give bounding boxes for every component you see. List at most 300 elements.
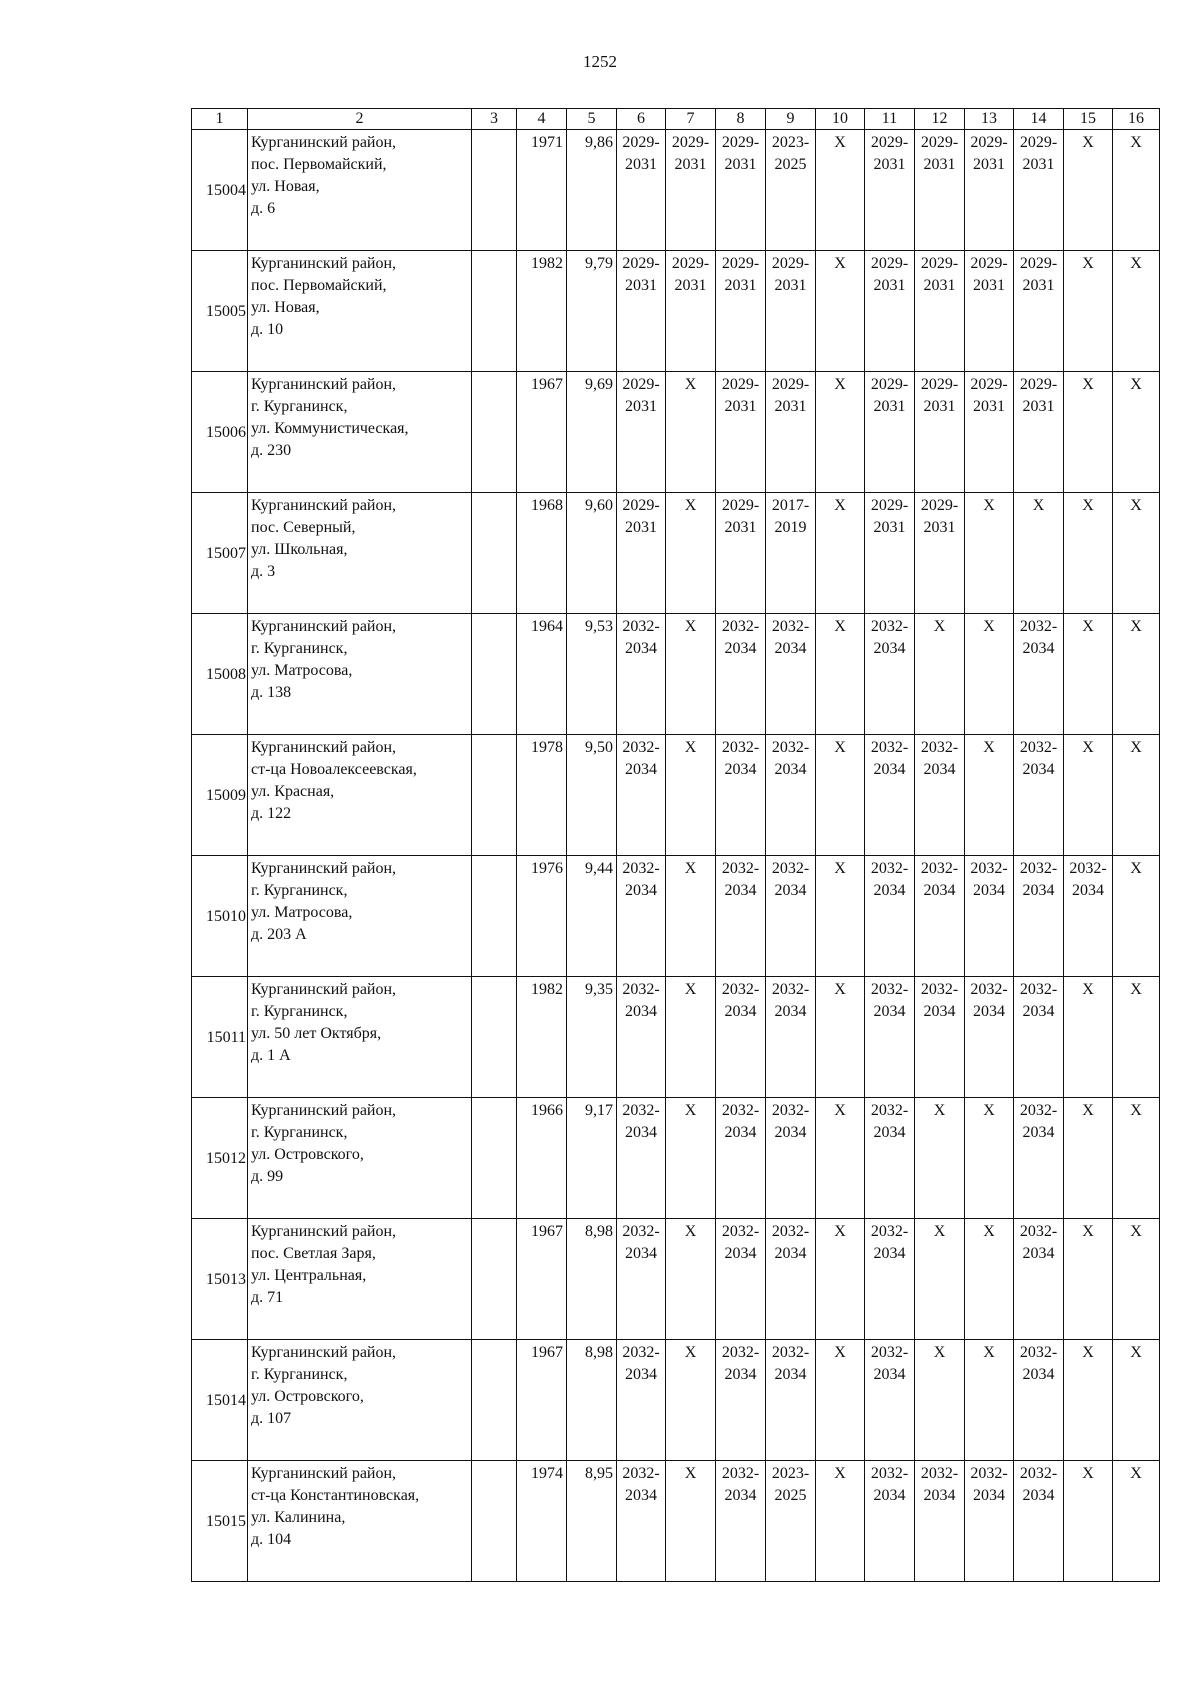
period-line: 2034: [923, 761, 956, 778]
address-cell: [248, 735, 472, 856]
period-line: 2029-: [970, 134, 1008, 151]
not-applicable-mark: Х: [1082, 497, 1094, 514]
period-cell: [1113, 735, 1160, 856]
not-applicable-mark: Х: [834, 376, 846, 393]
not-applicable-mark: Х: [1082, 739, 1094, 756]
period-line: 2032-: [721, 618, 760, 635]
address-line: г. Курганинск,: [251, 1366, 348, 1383]
period-cell: [666, 251, 716, 372]
period-line: 2034: [1022, 1366, 1055, 1383]
address-cell: [248, 1461, 472, 1582]
table-row: [192, 614, 1160, 735]
period-line: 2034: [724, 1245, 757, 1262]
period-line: 2032-: [920, 981, 959, 998]
period-line: 2029-: [721, 134, 760, 151]
not-applicable-mark: Х: [933, 1344, 946, 1361]
period-cell: [716, 1461, 766, 1582]
not-applicable-mark: Х: [834, 1223, 846, 1240]
not-applicable-mark: Х: [983, 1102, 995, 1119]
period-cell: [965, 977, 1014, 1098]
period-line: 2032-: [771, 618, 810, 635]
period-cell: [816, 735, 865, 856]
period-line: 2034: [873, 761, 906, 778]
value-cell: 8,98: [567, 1219, 617, 1340]
column-number-header: 7: [666, 109, 716, 130]
table-row: [192, 251, 1160, 372]
housing-repair-table: [191, 108, 1160, 1582]
address-line: Курганинский район,: [251, 739, 397, 756]
period-cell: [1113, 1461, 1160, 1582]
period-line: 2031: [625, 156, 657, 173]
period-cell: [1014, 1340, 1064, 1461]
not-applicable-mark: Х: [1130, 1465, 1142, 1482]
period-cell: [666, 856, 716, 977]
not-applicable-mark: Х: [1130, 860, 1142, 877]
period-cell: [965, 372, 1014, 493]
period-line: 2032-: [1069, 860, 1107, 877]
period-line: 2032-: [1019, 739, 1058, 756]
period-cell: [965, 1219, 1014, 1340]
period-line: 2029-: [671, 134, 710, 151]
address-line: ст-ца Константиновская,: [251, 1487, 420, 1504]
table-row: [192, 130, 1160, 251]
not-applicable-mark: Х: [1082, 1223, 1094, 1240]
year-cell: 1982: [517, 251, 567, 372]
period-line: 2034: [774, 1245, 807, 1262]
column-number-header: 1: [192, 109, 248, 130]
page-number: 1252: [583, 52, 617, 71]
period-line: 2032-: [622, 981, 660, 998]
column-number-header: 8: [716, 109, 766, 130]
column-3-cell: [472, 735, 517, 856]
year-cell: 1967: [517, 1219, 567, 1340]
not-applicable-mark: Х: [933, 1102, 946, 1119]
column-number-header: 13: [965, 109, 1014, 130]
period-line: 2031: [774, 398, 807, 415]
period-cell: [1064, 856, 1113, 977]
period-cell: [617, 1219, 666, 1340]
period-line: 2029-: [970, 376, 1008, 393]
not-applicable-mark: Х: [1130, 1102, 1142, 1119]
period-cell: [766, 735, 816, 856]
period-line: 2029-: [1019, 376, 1058, 393]
address-line: ул. Красная,: [251, 783, 335, 800]
table-row: [192, 1461, 1160, 1582]
address-cell: [248, 856, 472, 977]
period-line: 2032-: [771, 1102, 810, 1119]
period-line: 2031: [923, 277, 956, 294]
address-line: г. Курганинск,: [251, 640, 348, 657]
period-cell: [816, 251, 865, 372]
period-line: 2034: [774, 882, 807, 899]
period-line: 2034: [923, 1487, 956, 1504]
period-cell: [1014, 372, 1064, 493]
period-line: 2032-: [622, 860, 660, 877]
column-3-cell: [472, 372, 517, 493]
period-line: 2034: [873, 1245, 906, 1262]
not-applicable-mark: Х: [1130, 497, 1142, 514]
period-cell: [666, 1219, 716, 1340]
value-cell: 8,95: [567, 1461, 617, 1582]
period-cell: [865, 614, 915, 735]
not-applicable-mark: Х: [684, 1102, 697, 1119]
period-line: 2034: [724, 1124, 757, 1141]
row-number-cell: 15009: [192, 735, 248, 856]
column-number-header: 15: [1064, 109, 1113, 130]
period-cell: [1014, 251, 1064, 372]
period-cell: [1113, 493, 1160, 614]
period-line: 2032-: [1019, 1465, 1058, 1482]
period-cell: [1014, 1461, 1064, 1582]
column-number-header: 4: [517, 109, 567, 130]
period-cell: [666, 1461, 716, 1582]
period-line: 2029-: [920, 255, 959, 272]
address-line: д. 203 А: [251, 926, 307, 943]
address-line: ул. Калинина,: [251, 1509, 346, 1526]
address-line: д. 138: [251, 684, 292, 701]
column-number-header: 11: [865, 109, 915, 130]
not-applicable-mark: Х: [1130, 1223, 1142, 1240]
column-3-cell: [472, 614, 517, 735]
period-cell: [766, 251, 816, 372]
address-cell: [248, 372, 472, 493]
period-line: 2034: [1022, 1124, 1055, 1141]
period-cell: [766, 1219, 816, 1340]
not-applicable-mark: Х: [684, 739, 697, 756]
column-number-header: 12: [915, 109, 965, 130]
period-line: 2019: [774, 519, 807, 536]
value-cell: 9,60: [567, 493, 617, 614]
not-applicable-mark: Х: [834, 739, 846, 756]
period-line: 2032-: [870, 1344, 909, 1361]
address-line: пос. Северный,: [251, 519, 356, 536]
period-line: 2034: [873, 1487, 906, 1504]
period-line: 2034: [923, 882, 956, 899]
period-cell: [865, 1219, 915, 1340]
not-applicable-mark: Х: [1082, 134, 1094, 151]
period-cell: [915, 735, 965, 856]
period-cell: [1113, 856, 1160, 977]
period-cell: [865, 1461, 915, 1582]
column-number-header: 3: [472, 109, 517, 130]
address-line: д. 3: [251, 563, 276, 580]
period-cell: [1113, 372, 1160, 493]
period-line: 2031: [625, 277, 657, 294]
not-applicable-mark: Х: [834, 981, 846, 998]
period-cell: [915, 614, 965, 735]
period-line: 2032-: [771, 1344, 810, 1361]
period-line: 2032-: [1019, 1344, 1058, 1361]
period-line: 2032-: [622, 618, 660, 635]
period-cell: [1014, 1219, 1064, 1340]
period-line: 2032-: [1019, 1102, 1058, 1119]
period-cell: [865, 1098, 915, 1219]
row-number-cell: 15011: [192, 977, 248, 1098]
period-cell: [816, 856, 865, 977]
address-line: ул. 50 лет Октября,: [251, 1025, 382, 1042]
row-number-cell: 15008: [192, 614, 248, 735]
address-line: Курганинский район,: [251, 981, 397, 998]
period-line: 2034: [724, 1003, 757, 1020]
period-cell: [865, 251, 915, 372]
not-applicable-mark: Х: [933, 618, 946, 635]
not-applicable-mark: Х: [1130, 618, 1142, 635]
period-cell: [766, 493, 816, 614]
period-cell: [865, 493, 915, 614]
address-cell: [248, 1098, 472, 1219]
period-cell: [766, 1461, 816, 1582]
period-cell: [1064, 614, 1113, 735]
period-cell: [766, 1098, 816, 1219]
period-cell: [1064, 1340, 1113, 1461]
period-cell: [816, 1461, 865, 1582]
period-line: 2034: [625, 761, 657, 778]
column-3-cell: [472, 1340, 517, 1461]
period-cell: [1014, 493, 1064, 614]
period-cell: [617, 372, 666, 493]
not-applicable-mark: Х: [983, 739, 995, 756]
year-cell: 1976: [517, 856, 567, 977]
period-cell: [865, 735, 915, 856]
not-applicable-mark: Х: [684, 1344, 697, 1361]
year-cell: 1974: [517, 1461, 567, 1582]
period-cell: [766, 856, 816, 977]
period-line: 2032-: [721, 981, 760, 998]
period-cell: [965, 856, 1014, 977]
period-line: 2032-: [721, 1223, 760, 1240]
period-line: 2034: [625, 1124, 657, 1141]
column-number-header: 14: [1014, 109, 1064, 130]
address-line: д. 104: [251, 1531, 292, 1548]
period-line: 2025: [774, 156, 807, 173]
period-cell: [716, 856, 766, 977]
period-line: 2032-: [1019, 1223, 1058, 1240]
period-cell: [766, 130, 816, 251]
address-line: Курганинский район,: [251, 1102, 397, 1119]
year-cell: 1978: [517, 735, 567, 856]
not-applicable-mark: Х: [983, 497, 995, 514]
address-line: ул. Островского,: [251, 1388, 364, 1405]
period-cell: [716, 130, 766, 251]
period-line: 2032-: [622, 1223, 660, 1240]
period-line: 2034: [774, 1366, 807, 1383]
period-line: 2034: [625, 1003, 657, 1020]
period-line: 2034: [625, 1487, 657, 1504]
address-cell: [248, 1219, 472, 1340]
value-cell: 9,44: [567, 856, 617, 977]
period-line: 2034: [724, 761, 757, 778]
table-row: [192, 1098, 1160, 1219]
period-line: 2032-: [622, 1465, 660, 1482]
value-cell: 9,79: [567, 251, 617, 372]
not-applicable-mark: Х: [684, 618, 697, 635]
column-3-cell: [472, 1098, 517, 1219]
period-cell: [1064, 735, 1113, 856]
period-line: 2032-: [771, 981, 810, 998]
period-cell: [1113, 1340, 1160, 1461]
year-cell: 1967: [517, 1340, 567, 1461]
period-line: 2032-: [771, 1223, 810, 1240]
period-cell: [965, 614, 1014, 735]
column-3-cell: [472, 130, 517, 251]
period-line: 2032-: [870, 860, 909, 877]
period-cell: [716, 493, 766, 614]
period-line: 2034: [724, 1366, 757, 1383]
period-line: 2034: [1022, 1245, 1055, 1262]
period-line: 2031: [973, 398, 1005, 415]
period-cell: [617, 130, 666, 251]
period-line: 2034: [1072, 882, 1104, 899]
period-line: 2029-: [771, 255, 810, 272]
period-cell: [915, 493, 965, 614]
period-cell: [1064, 1098, 1113, 1219]
period-line: 2029-: [870, 255, 909, 272]
period-cell: [666, 614, 716, 735]
period-cell: [1113, 977, 1160, 1098]
not-applicable-mark: Х: [1082, 1102, 1094, 1119]
period-cell: [1113, 614, 1160, 735]
period-line: 2034: [625, 882, 657, 899]
period-line: 2032-: [920, 1465, 959, 1482]
period-line: 2031: [973, 277, 1005, 294]
period-cell: [865, 372, 915, 493]
column-3-cell: [472, 1461, 517, 1582]
address-cell: [248, 1340, 472, 1461]
period-line: 2032-: [721, 739, 760, 756]
address-line: ул. Коммунистическая,: [251, 420, 409, 437]
period-cell: [915, 1219, 965, 1340]
period-line: 2023-: [771, 134, 810, 151]
period-cell: [766, 372, 816, 493]
row-number-cell: 15007: [192, 493, 248, 614]
address-line: Курганинский район,: [251, 1344, 397, 1361]
period-cell: [716, 735, 766, 856]
period-line: 2031: [625, 519, 657, 536]
address-line: пос. Первомайский,: [251, 156, 387, 173]
period-line: 2029-: [622, 376, 660, 393]
period-cell: [965, 1340, 1014, 1461]
period-line: 2029-: [622, 497, 660, 514]
period-cell: [766, 977, 816, 1098]
period-line: 2032-: [622, 739, 660, 756]
column-number-header: 6: [617, 109, 666, 130]
period-cell: [915, 1461, 965, 1582]
period-cell: [915, 372, 965, 493]
not-applicable-mark: Х: [1130, 255, 1142, 272]
period-line: 2031: [973, 156, 1005, 173]
table-body: [192, 109, 1160, 1582]
period-cell: [1064, 1461, 1113, 1582]
period-line: 2029-: [771, 376, 810, 393]
period-line: 2029-: [1019, 255, 1058, 272]
period-line: 2029-: [870, 497, 909, 514]
period-cell: [1113, 1098, 1160, 1219]
column-3-cell: [472, 493, 517, 614]
not-applicable-mark: Х: [1082, 981, 1094, 998]
address-line: Курганинский район,: [251, 255, 397, 272]
not-applicable-mark: Х: [684, 497, 697, 514]
period-line: 2032-: [622, 1102, 660, 1119]
period-cell: [666, 1098, 716, 1219]
period-line: 2034: [973, 882, 1005, 899]
period-cell: [816, 614, 865, 735]
period-cell: [1014, 856, 1064, 977]
not-applicable-mark: Х: [834, 255, 846, 272]
column-3-cell: [472, 856, 517, 977]
period-line: 2034: [724, 1487, 757, 1504]
address-line: Курганинский район,: [251, 860, 397, 877]
period-line: 2034: [625, 1366, 657, 1383]
row-number-cell: 15014: [192, 1340, 248, 1461]
table-row: [192, 735, 1160, 856]
period-line: 2034: [873, 640, 906, 657]
period-cell: [1014, 614, 1064, 735]
period-cell: [716, 251, 766, 372]
period-line: 2034: [774, 1124, 807, 1141]
period-cell: [865, 130, 915, 251]
not-applicable-mark: Х: [1082, 255, 1094, 272]
not-applicable-mark: Х: [1130, 376, 1142, 393]
period-cell: [716, 372, 766, 493]
period-cell: [666, 1340, 716, 1461]
period-line: 2032-: [1019, 618, 1058, 635]
address-line: Курганинский район,: [251, 134, 397, 151]
period-line: 2031: [873, 398, 906, 415]
address-line: Курганинский район,: [251, 618, 397, 635]
period-cell: [617, 1461, 666, 1582]
period-cell: [666, 493, 716, 614]
period-line: 2029-: [721, 497, 760, 514]
period-line: 2032-: [870, 1465, 909, 1482]
address-cell: [248, 251, 472, 372]
period-line: 2032-: [920, 739, 959, 756]
period-cell: [816, 977, 865, 1098]
period-line: 2029-: [671, 255, 710, 272]
period-line: 2034: [1022, 882, 1055, 899]
period-line: 2029-: [920, 497, 959, 514]
period-cell: [965, 735, 1014, 856]
not-applicable-mark: Х: [933, 1223, 946, 1240]
period-line: 2031: [774, 277, 807, 294]
value-cell: 9,69: [567, 372, 617, 493]
period-cell: [716, 977, 766, 1098]
column-number-header: 16: [1113, 109, 1160, 130]
address-line: д. 6: [251, 200, 276, 217]
period-cell: [1064, 130, 1113, 251]
address-cell: [248, 614, 472, 735]
address-cell: [248, 493, 472, 614]
column-3-cell: [472, 1219, 517, 1340]
period-line: 2034: [724, 640, 757, 657]
period-cell: [1014, 130, 1064, 251]
period-cell: [716, 1219, 766, 1340]
period-cell: [865, 1340, 915, 1461]
not-applicable-mark: Х: [1130, 134, 1142, 151]
period-cell: [816, 1219, 865, 1340]
table-row: [192, 1340, 1160, 1461]
address-line: г. Курганинск,: [251, 1124, 348, 1141]
period-line: 2029-: [920, 134, 959, 151]
period-cell: [617, 251, 666, 372]
period-line: 2031: [1022, 277, 1055, 294]
address-line: Курганинский район,: [251, 497, 397, 514]
table-row: [192, 493, 1160, 614]
period-cell: [617, 977, 666, 1098]
period-cell: [1014, 735, 1064, 856]
period-cell: [617, 856, 666, 977]
year-cell: 1967: [517, 372, 567, 493]
address-cell: [248, 130, 472, 251]
